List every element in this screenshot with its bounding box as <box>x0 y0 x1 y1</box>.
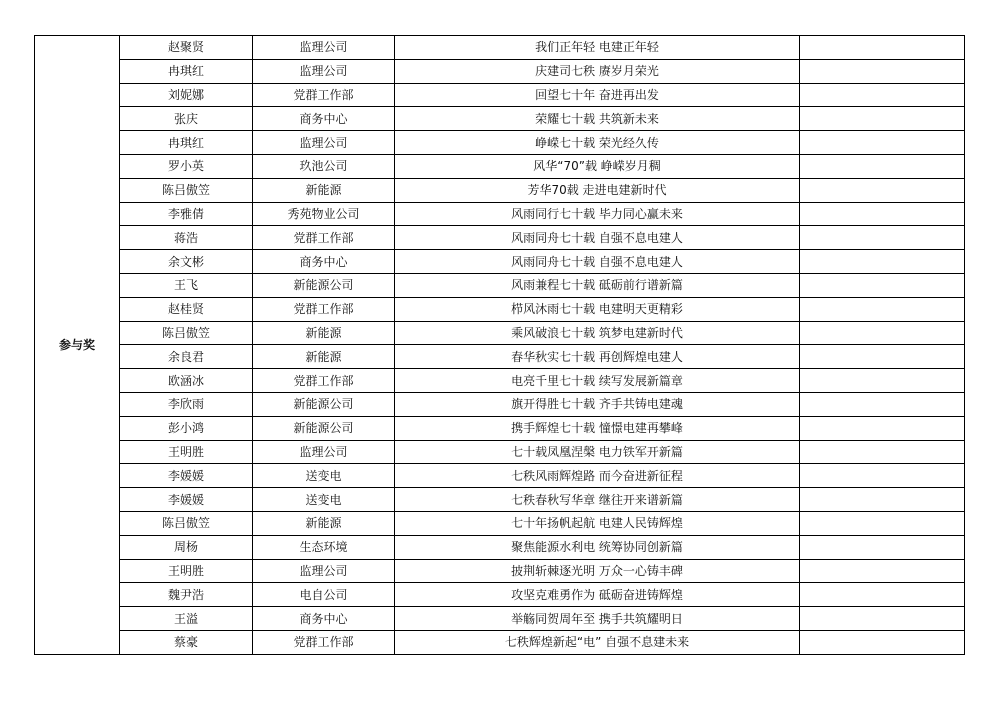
unit-cell: 党群工作部 <box>253 83 395 107</box>
winner-name-cell: 李媛媛 <box>120 464 253 488</box>
note-cell <box>800 107 965 131</box>
note-cell <box>800 83 965 107</box>
table-row <box>35 59 965 83</box>
winner-name-cell: 王明胜 <box>120 440 253 464</box>
table-row <box>35 345 965 369</box>
winner-name-cell: 余文彬 <box>120 250 253 274</box>
table-row <box>35 107 965 131</box>
winner-name-cell: 李媛媛 <box>120 488 253 512</box>
entry-title-cell: 七十载凤凰涅槃 电力铁军开新篇 <box>395 440 800 464</box>
table-row <box>35 440 965 464</box>
entry-title-cell: 旗开得胜七十载 齐手共铸电建魂 <box>395 392 800 416</box>
award-table <box>34 35 965 655</box>
note-cell <box>800 321 965 345</box>
award-table-body <box>35 36 965 655</box>
note-cell <box>800 488 965 512</box>
table-row <box>35 297 965 321</box>
note-cell <box>800 131 965 155</box>
winner-name-cell: 王飞 <box>120 273 253 297</box>
winner-name-cell: 魏尹浩 <box>120 583 253 607</box>
winner-name-cell: 赵聚贤 <box>120 36 253 60</box>
note-cell <box>800 464 965 488</box>
table-row <box>35 273 965 297</box>
entry-title-cell: 七秩辉煌新起“电” 自强不息建未来 <box>395 630 800 654</box>
entry-title-cell: 春华秋实七十载 再创辉煌电建人 <box>395 345 800 369</box>
winner-name-cell: 余良君 <box>120 345 253 369</box>
winner-name-cell: 李雅倩 <box>120 202 253 226</box>
entry-title-cell: 芳华70载 走进电建新时代 <box>395 178 800 202</box>
winner-name-cell: 李欣雨 <box>120 392 253 416</box>
table-row <box>35 154 965 178</box>
entry-title-cell: 举觞同贺周年至 携手共筑耀明日 <box>395 607 800 631</box>
table-row <box>35 630 965 654</box>
unit-cell: 监理公司 <box>253 36 395 60</box>
note-cell <box>800 607 965 631</box>
winner-name-cell: 罗小英 <box>120 154 253 178</box>
note-cell <box>800 226 965 250</box>
winner-name-cell: 陈吕傲笠 <box>120 178 253 202</box>
winner-name-cell: 蔡豪 <box>120 630 253 654</box>
unit-cell: 商务中心 <box>253 107 395 131</box>
table-row <box>35 416 965 440</box>
unit-cell: 电自公司 <box>253 583 395 607</box>
unit-cell: 新能源 <box>253 178 395 202</box>
table-row <box>35 559 965 583</box>
note-cell <box>800 630 965 654</box>
table-row <box>35 369 965 393</box>
winner-name-cell: 王明胜 <box>120 559 253 583</box>
award-category-cell: 参与奖 <box>35 36 120 655</box>
winner-name-cell: 陈吕傲笠 <box>120 321 253 345</box>
unit-cell: 商务中心 <box>253 607 395 631</box>
unit-cell: 玖池公司 <box>253 154 395 178</box>
entry-title-cell: 乘风破浪七十载 筑梦电建新时代 <box>395 321 800 345</box>
winner-name-cell: 蒋浩 <box>120 226 253 250</box>
note-cell <box>800 36 965 60</box>
note-cell <box>800 297 965 321</box>
winner-name-cell: 赵桂贤 <box>120 297 253 321</box>
unit-cell: 生态环境 <box>253 535 395 559</box>
table-row <box>35 250 965 274</box>
unit-cell: 秀苑物业公司 <box>253 202 395 226</box>
unit-cell: 新能源 <box>253 345 395 369</box>
winner-name-cell: 周杨 <box>120 535 253 559</box>
unit-cell: 党群工作部 <box>253 369 395 393</box>
unit-cell: 党群工作部 <box>253 630 395 654</box>
unit-cell: 监理公司 <box>253 59 395 83</box>
unit-cell: 新能源公司 <box>253 392 395 416</box>
note-cell <box>800 416 965 440</box>
note-cell <box>800 369 965 393</box>
entry-title-cell: 风雨同舟七十载 自强不息电建人 <box>395 226 800 250</box>
unit-cell: 商务中心 <box>253 250 395 274</box>
table-row <box>35 202 965 226</box>
entry-title-cell: 峥嵘七十载 荣光经久传 <box>395 131 800 155</box>
entry-title-cell: 风华“70”载 峥嵘岁月稠 <box>395 154 800 178</box>
note-cell <box>800 511 965 535</box>
note-cell <box>800 345 965 369</box>
winner-name-cell: 欧涵冰 <box>120 369 253 393</box>
table-row <box>35 583 965 607</box>
entry-title-cell: 电亮千里七十载 续写发展新篇章 <box>395 369 800 393</box>
note-cell <box>800 250 965 274</box>
unit-cell: 送变电 <box>253 464 395 488</box>
unit-cell: 监理公司 <box>253 131 395 155</box>
entry-title-cell: 携手辉煌七十载 憧憬电建再攀峰 <box>395 416 800 440</box>
table-row <box>35 131 965 155</box>
table-row <box>35 321 965 345</box>
unit-cell: 新能源公司 <box>253 416 395 440</box>
table-row <box>35 535 965 559</box>
entry-title-cell: 风雨同行七十载 毕力同心赢未来 <box>395 202 800 226</box>
table-row <box>35 464 965 488</box>
entry-title-cell: 风雨同舟七十载 自强不息电建人 <box>395 250 800 274</box>
unit-cell: 新能源 <box>253 321 395 345</box>
entry-title-cell: 回望七十年 奋进再出发 <box>395 83 800 107</box>
table-row <box>35 178 965 202</box>
winner-name-cell: 彭小鸿 <box>120 416 253 440</box>
entry-title-cell: 栉风沐雨七十载 电建明天更精彩 <box>395 297 800 321</box>
table-row <box>35 36 965 60</box>
note-cell <box>800 154 965 178</box>
winner-name-cell: 冉琪红 <box>120 59 253 83</box>
winner-name-cell: 冉琪红 <box>120 131 253 155</box>
note-cell <box>800 583 965 607</box>
unit-cell: 新能源公司 <box>253 273 395 297</box>
table-row <box>35 511 965 535</box>
unit-cell: 党群工作部 <box>253 297 395 321</box>
table-row <box>35 607 965 631</box>
table-row <box>35 392 965 416</box>
entry-title-cell: 庆建司七秩 赓岁月荣光 <box>395 59 800 83</box>
note-cell <box>800 273 965 297</box>
entry-title-cell: 攻坚克难勇作为 砥砺奋进铸辉煌 <box>395 583 800 607</box>
note-cell <box>800 535 965 559</box>
unit-cell: 监理公司 <box>253 440 395 464</box>
entry-title-cell: 荣耀七十载 共筑新未来 <box>395 107 800 131</box>
winner-name-cell: 刘妮娜 <box>120 83 253 107</box>
winner-name-cell: 王溢 <box>120 607 253 631</box>
note-cell <box>800 178 965 202</box>
unit-cell: 监理公司 <box>253 559 395 583</box>
entry-title-cell: 聚焦能源水利电 统筹协同创新篇 <box>395 535 800 559</box>
entry-title-cell: 七十年扬帆起航 电建人民铸辉煌 <box>395 511 800 535</box>
note-cell <box>800 202 965 226</box>
table-row <box>35 488 965 512</box>
winner-name-cell: 张庆 <box>120 107 253 131</box>
unit-cell: 新能源 <box>253 511 395 535</box>
unit-cell: 党群工作部 <box>253 226 395 250</box>
note-cell <box>800 559 965 583</box>
unit-cell: 送变电 <box>253 488 395 512</box>
table-row <box>35 226 965 250</box>
entry-title-cell: 七秩风雨辉煌路 而今奋进新征程 <box>395 464 800 488</box>
winner-name-cell: 陈吕傲笠 <box>120 511 253 535</box>
note-cell <box>800 392 965 416</box>
table-row <box>35 83 965 107</box>
entry-title-cell: 七秩春秋写华章 继往开来谱新篇 <box>395 488 800 512</box>
note-cell <box>800 440 965 464</box>
entry-title-cell: 风雨兼程七十载 砥砺前行谱新篇 <box>395 273 800 297</box>
entry-title-cell: 我们正年轻 电建正年轻 <box>395 36 800 60</box>
entry-title-cell: 披荆斩棘逐光明 万众一心铸丰碑 <box>395 559 800 583</box>
note-cell <box>800 59 965 83</box>
